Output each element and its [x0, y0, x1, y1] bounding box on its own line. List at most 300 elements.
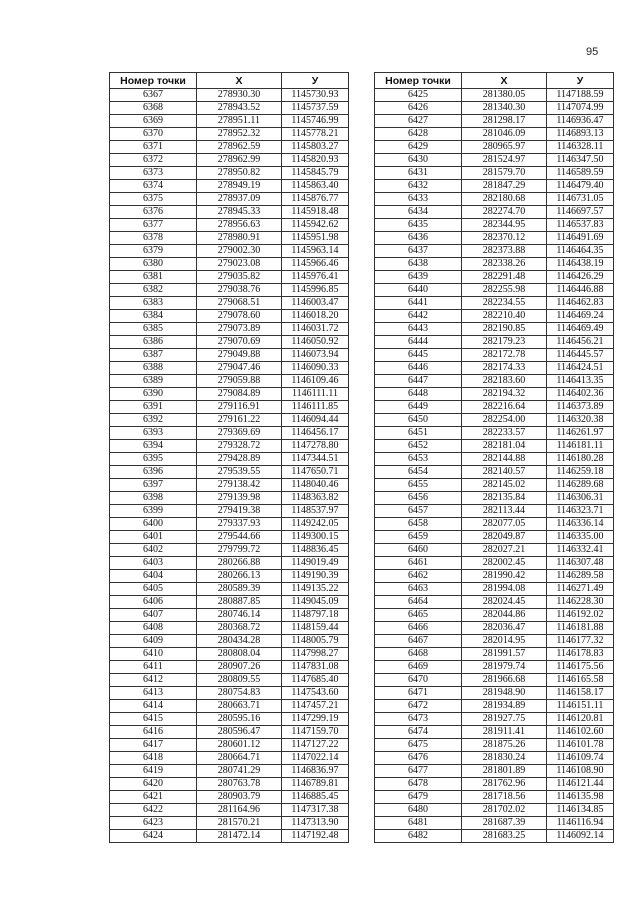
cell-y: 1147313.90: [282, 817, 349, 830]
cell-point-number: 6407: [110, 609, 197, 622]
table-row: [110, 297, 349, 310]
cell-x: 281966.68: [462, 674, 547, 687]
cell-x: 279369.69: [197, 427, 282, 440]
cell-y: 1146111.85: [282, 401, 349, 414]
cell-point-number: 6455: [375, 479, 462, 492]
cell-x: 282216.64: [462, 401, 547, 414]
cell-x: 282180.68: [462, 193, 547, 206]
table-row: [110, 557, 349, 570]
coordinates-table-left: [109, 72, 349, 843]
cell-x: 282255.98: [462, 284, 547, 297]
cell-x: 280887.85: [197, 596, 282, 609]
cell-y: 1146181.88: [547, 622, 614, 635]
cell-y: 1146464.35: [547, 245, 614, 258]
cell-y: 1146134.85: [547, 804, 614, 817]
header-x: X: [197, 73, 282, 89]
cell-point-number: 6392: [110, 414, 197, 427]
cell-x: 281718.56: [462, 791, 547, 804]
table-row: [110, 414, 349, 427]
cell-y: 1145803.27: [282, 141, 349, 154]
table-row: [110, 271, 349, 284]
cell-x: 281298.17: [462, 115, 547, 128]
cell-point-number: 6399: [110, 505, 197, 518]
cell-x: 279078.60: [197, 310, 282, 323]
cell-x: 281948.90: [462, 687, 547, 700]
cell-x: 282027.21: [462, 544, 547, 557]
cell-x: 282344.95: [462, 219, 547, 232]
table-row: [375, 245, 614, 258]
cell-y: 1146116.94: [547, 817, 614, 830]
cell-x: 282234.55: [462, 297, 547, 310]
table-row: [375, 700, 614, 713]
cell-point-number: 6478: [375, 778, 462, 791]
table-row: [110, 531, 349, 544]
cell-y: 1147831.08: [282, 661, 349, 674]
header-point-number: Номер точки: [375, 73, 462, 89]
cell-y: 1145976.41: [282, 271, 349, 284]
cell-point-number: 6417: [110, 739, 197, 752]
table-row: [110, 258, 349, 271]
cell-point-number: 6444: [375, 336, 462, 349]
cell-x: 282291.48: [462, 271, 547, 284]
table-row: [375, 427, 614, 440]
cell-x: 280596.47: [197, 726, 282, 739]
table-row: [375, 544, 614, 557]
cell-y: 1148159.44: [282, 622, 349, 635]
cell-x: 282373.88: [462, 245, 547, 258]
table-row: [375, 531, 614, 544]
cell-x: 281570.21: [197, 817, 282, 830]
cell-x: 282044.86: [462, 609, 547, 622]
cell-point-number: 6393: [110, 427, 197, 440]
cell-x: 280434.28: [197, 635, 282, 648]
table-row: [375, 102, 614, 115]
cell-point-number: 6376: [110, 206, 197, 219]
cell-y: 1147457.21: [282, 700, 349, 713]
cell-point-number: 6423: [110, 817, 197, 830]
cell-x: 282233.57: [462, 427, 547, 440]
cell-point-number: 6471: [375, 687, 462, 700]
cell-point-number: 6459: [375, 531, 462, 544]
table-row: [110, 817, 349, 830]
cell-x: 279328.72: [197, 440, 282, 453]
cell-y: 1147998.27: [282, 648, 349, 661]
cell-y: 1149019.49: [282, 557, 349, 570]
cell-y: 1146135.98: [547, 791, 614, 804]
cell-point-number: 6467: [375, 635, 462, 648]
cell-x: 279023.08: [197, 258, 282, 271]
table-row: [110, 778, 349, 791]
table-row: [110, 167, 349, 180]
cell-x: 278945.33: [197, 206, 282, 219]
cell-point-number: 6375: [110, 193, 197, 206]
table-row: [375, 375, 614, 388]
cell-x: 281830.24: [462, 752, 547, 765]
cell-x: 279799.72: [197, 544, 282, 557]
cell-point-number: 6441: [375, 297, 462, 310]
table-row: [375, 466, 614, 479]
cell-x: 278962.59: [197, 141, 282, 154]
cell-x: 279073.89: [197, 323, 282, 336]
cell-y: 1146102.60: [547, 726, 614, 739]
table-row: [375, 674, 614, 687]
table-row: [110, 674, 349, 687]
table-row: [110, 700, 349, 713]
cell-y: 1146446.88: [547, 284, 614, 297]
cell-y: 1146031.72: [282, 323, 349, 336]
cell-x: 282194.32: [462, 388, 547, 401]
table-row: [110, 193, 349, 206]
cell-x: 281994.08: [462, 583, 547, 596]
header-y: У: [282, 73, 349, 89]
cell-point-number: 6429: [375, 141, 462, 154]
cell-y: 1147278.80: [282, 440, 349, 453]
cell-x: 281979.74: [462, 661, 547, 674]
cell-y: 1147543.60: [282, 687, 349, 700]
table-row: [375, 180, 614, 193]
table-row: [375, 492, 614, 505]
cell-y: 1145942.62: [282, 219, 349, 232]
cell-y: 1146306.31: [547, 492, 614, 505]
cell-y: 1146328.11: [547, 141, 614, 154]
cell-x: 282002.45: [462, 557, 547, 570]
cell-y: 1146094.44: [282, 414, 349, 427]
cell-point-number: 6480: [375, 804, 462, 817]
cell-point-number: 6446: [375, 362, 462, 375]
table-row: [375, 739, 614, 752]
cell-x: 280266.88: [197, 557, 282, 570]
cell-x: 279428.89: [197, 453, 282, 466]
cell-point-number: 6389: [110, 375, 197, 388]
cell-x: 280589.39: [197, 583, 282, 596]
table-row: [375, 232, 614, 245]
table-row: [375, 752, 614, 765]
table-row: [375, 830, 614, 843]
cell-y: 1146192.02: [547, 609, 614, 622]
cell-y: 1147074.99: [547, 102, 614, 115]
cell-point-number: 6381: [110, 271, 197, 284]
cell-y: 1148005.79: [282, 635, 349, 648]
table-row: [375, 557, 614, 570]
table-row: [110, 349, 349, 362]
cell-x: 282370.12: [462, 232, 547, 245]
cell-y: 1146936.47: [547, 115, 614, 128]
cell-y: 1146165.58: [547, 674, 614, 687]
cell-x: 279138.42: [197, 479, 282, 492]
cell-x: 280907.26: [197, 661, 282, 674]
table-row: [110, 466, 349, 479]
cell-y: 1149045.09: [282, 596, 349, 609]
table-row: [375, 258, 614, 271]
cell-point-number: 6463: [375, 583, 462, 596]
cell-point-number: 6413: [110, 687, 197, 700]
table-row: [110, 89, 349, 102]
table-row: [375, 635, 614, 648]
header-point-number: Номер точки: [110, 73, 197, 89]
cell-y: 1146121.44: [547, 778, 614, 791]
cell-x: 282113.44: [462, 505, 547, 518]
cell-y: 1146697.57: [547, 206, 614, 219]
cell-y: 1146336.14: [547, 518, 614, 531]
cell-y: 1145737.59: [282, 102, 349, 115]
cell-y: 1147159.70: [282, 726, 349, 739]
cell-y: 1148363.82: [282, 492, 349, 505]
table-body-left: [110, 89, 349, 843]
table-row: [110, 336, 349, 349]
header-y: У: [547, 73, 614, 89]
cell-y: 1149135.22: [282, 583, 349, 596]
cell-x: 279544.66: [197, 531, 282, 544]
table-row: [375, 115, 614, 128]
cell-x: 278951.11: [197, 115, 282, 128]
cell-point-number: 6400: [110, 518, 197, 531]
table-row: [110, 245, 349, 258]
cell-y: 1147650.71: [282, 466, 349, 479]
cell-point-number: 6453: [375, 453, 462, 466]
cell-x: 281927.75: [462, 713, 547, 726]
table-body-right: [375, 89, 614, 843]
cell-x: 279070.69: [197, 336, 282, 349]
cell-x: 278962.99: [197, 154, 282, 167]
cell-x: 282140.57: [462, 466, 547, 479]
table-row: [375, 193, 614, 206]
cell-x: 281847.29: [462, 180, 547, 193]
cell-point-number: 6440: [375, 284, 462, 297]
cell-point-number: 6451: [375, 427, 462, 440]
cell-x: 279161.22: [197, 414, 282, 427]
cell-y: 1146073.94: [282, 349, 349, 362]
cell-point-number: 6460: [375, 544, 462, 557]
cell-point-number: 6408: [110, 622, 197, 635]
cell-point-number: 6383: [110, 297, 197, 310]
cell-point-number: 6404: [110, 570, 197, 583]
table-row: [375, 609, 614, 622]
cell-y: 1147022.14: [282, 752, 349, 765]
cell-y: 1146259.18: [547, 466, 614, 479]
cell-x: 282338.26: [462, 258, 547, 271]
cell-point-number: 6450: [375, 414, 462, 427]
table-row: [110, 622, 349, 635]
cell-x: 282145.02: [462, 479, 547, 492]
cell-x: 279049.88: [197, 349, 282, 362]
cell-point-number: 6425: [375, 89, 462, 102]
cell-y: 1145746.99: [282, 115, 349, 128]
cell-point-number: 6435: [375, 219, 462, 232]
table-row: [110, 323, 349, 336]
cell-y: 1147685.40: [282, 674, 349, 687]
cell-point-number: 6374: [110, 180, 197, 193]
cell-x: 281990.42: [462, 570, 547, 583]
table-row: [110, 492, 349, 505]
cell-x: 282254.00: [462, 414, 547, 427]
cell-x: 281340.30: [462, 102, 547, 115]
table-row: [110, 141, 349, 154]
cell-point-number: 6411: [110, 661, 197, 674]
cell-y: 1146175.56: [547, 661, 614, 674]
cell-point-number: 6434: [375, 206, 462, 219]
page-number: 95: [586, 46, 599, 58]
cell-y: 1146180.28: [547, 453, 614, 466]
cell-x: 280601.12: [197, 739, 282, 752]
cell-point-number: 6465: [375, 609, 462, 622]
cell-point-number: 6396: [110, 466, 197, 479]
table-row: [375, 167, 614, 180]
cell-point-number: 6476: [375, 752, 462, 765]
cell-y: 1146289.68: [547, 479, 614, 492]
cell-y: 1146589.59: [547, 167, 614, 180]
table-row: [375, 518, 614, 531]
cell-y: 1146491.69: [547, 232, 614, 245]
cell-point-number: 6469: [375, 661, 462, 674]
cell-x: 280754.83: [197, 687, 282, 700]
cell-y: 1146003.47: [282, 297, 349, 310]
cell-y: 1149190.39: [282, 570, 349, 583]
cell-point-number: 6474: [375, 726, 462, 739]
cell-y: 1146289.58: [547, 570, 614, 583]
cell-x: 279038.76: [197, 284, 282, 297]
cell-point-number: 6420: [110, 778, 197, 791]
cell-x: 279139.98: [197, 492, 282, 505]
cell-x: 279002.30: [197, 245, 282, 258]
cell-y: 1146469.49: [547, 323, 614, 336]
cell-y: 1148040.46: [282, 479, 349, 492]
cell-point-number: 6378: [110, 232, 197, 245]
cell-point-number: 6458: [375, 518, 462, 531]
cell-point-number: 6394: [110, 440, 197, 453]
cell-point-number: 6406: [110, 596, 197, 609]
cell-x: 278980.91: [197, 232, 282, 245]
cell-x: 281687.39: [462, 817, 547, 830]
cell-point-number: 6479: [375, 791, 462, 804]
cell-point-number: 6380: [110, 258, 197, 271]
cell-point-number: 6369: [110, 115, 197, 128]
table-row: [110, 206, 349, 219]
cell-point-number: 6431: [375, 167, 462, 180]
cell-point-number: 6372: [110, 154, 197, 167]
cell-point-number: 6454: [375, 466, 462, 479]
cell-y: 1146181.11: [547, 440, 614, 453]
table-row: [375, 271, 614, 284]
cell-y: 1146424.51: [547, 362, 614, 375]
cell-x: 282036.47: [462, 622, 547, 635]
cell-y: 1145820.93: [282, 154, 349, 167]
cell-x: 281934.89: [462, 700, 547, 713]
header-x: X: [462, 73, 547, 89]
cell-point-number: 6481: [375, 817, 462, 830]
table-row: [110, 180, 349, 193]
cell-x: 280746.14: [197, 609, 282, 622]
table-row: [110, 609, 349, 622]
cell-x: 279337.93: [197, 518, 282, 531]
cell-point-number: 6390: [110, 388, 197, 401]
cell-x: 278937.09: [197, 193, 282, 206]
cell-x: 281380.05: [462, 89, 547, 102]
cell-y: 1145963.14: [282, 245, 349, 258]
cell-x: 282077.05: [462, 518, 547, 531]
cell-point-number: 6424: [110, 830, 197, 843]
cell-y: 1145863.40: [282, 180, 349, 193]
cell-point-number: 6443: [375, 323, 462, 336]
cell-point-number: 6370: [110, 128, 197, 141]
cell-x: 280763.78: [197, 778, 282, 791]
table-row: [110, 388, 349, 401]
table-row: [375, 804, 614, 817]
cell-point-number: 6473: [375, 713, 462, 726]
cell-point-number: 6448: [375, 388, 462, 401]
table-row: [110, 713, 349, 726]
cell-point-number: 6427: [375, 115, 462, 128]
cell-y: 1147192.48: [282, 830, 349, 843]
cell-x: 278943.52: [197, 102, 282, 115]
cell-x: 282179.23: [462, 336, 547, 349]
cell-x: 278956.63: [197, 219, 282, 232]
cell-point-number: 6449: [375, 401, 462, 414]
cell-point-number: 6388: [110, 362, 197, 375]
cell-y: 1147299.19: [282, 713, 349, 726]
table-row: [375, 401, 614, 414]
cell-y: 1146893.13: [547, 128, 614, 141]
cell-point-number: 6482: [375, 830, 462, 843]
cell-x: 282174.33: [462, 362, 547, 375]
cell-y: 1147188.59: [547, 89, 614, 102]
cell-x: 282135.84: [462, 492, 547, 505]
cell-point-number: 6457: [375, 505, 462, 518]
table-row: [110, 401, 349, 414]
cell-x: 281472.14: [197, 830, 282, 843]
cell-y: 1146426.29: [547, 271, 614, 284]
table-row: [110, 752, 349, 765]
table-row: [110, 232, 349, 245]
cell-point-number: 6395: [110, 453, 197, 466]
cell-point-number: 6421: [110, 791, 197, 804]
cell-point-number: 6470: [375, 674, 462, 687]
cell-y: 1146151.11: [547, 700, 614, 713]
cell-x: 280809.55: [197, 674, 282, 687]
cell-x: 281801.89: [462, 765, 547, 778]
table-row: [110, 479, 349, 492]
table-row: [375, 141, 614, 154]
cell-x: 280595.16: [197, 713, 282, 726]
table-row: [110, 661, 349, 674]
cell-x: 278930.30: [197, 89, 282, 102]
cell-x: 281991.57: [462, 648, 547, 661]
table-row: [110, 375, 349, 388]
cell-y: 1146092.14: [547, 830, 614, 843]
cell-point-number: 6409: [110, 635, 197, 648]
cell-x: 280808.04: [197, 648, 282, 661]
cell-x: 280663.71: [197, 700, 282, 713]
cell-y: 1146469.24: [547, 310, 614, 323]
table-row: [375, 362, 614, 375]
table-row: [375, 622, 614, 635]
table-row: [375, 817, 614, 830]
cell-x: 282183.60: [462, 375, 547, 388]
cell-y: 1146335.00: [547, 531, 614, 544]
cell-point-number: 6385: [110, 323, 197, 336]
cell-x: 281911.41: [462, 726, 547, 739]
table-row: [375, 349, 614, 362]
table-row: [110, 648, 349, 661]
table-row: [375, 726, 614, 739]
cell-y: 1146101.78: [547, 739, 614, 752]
cell-y: 1149242.05: [282, 518, 349, 531]
cell-point-number: 6397: [110, 479, 197, 492]
table-row: [110, 739, 349, 752]
cell-point-number: 6452: [375, 440, 462, 453]
table-row: [110, 544, 349, 557]
cell-x: 280965.97: [462, 141, 547, 154]
cell-y: 1145730.93: [282, 89, 349, 102]
